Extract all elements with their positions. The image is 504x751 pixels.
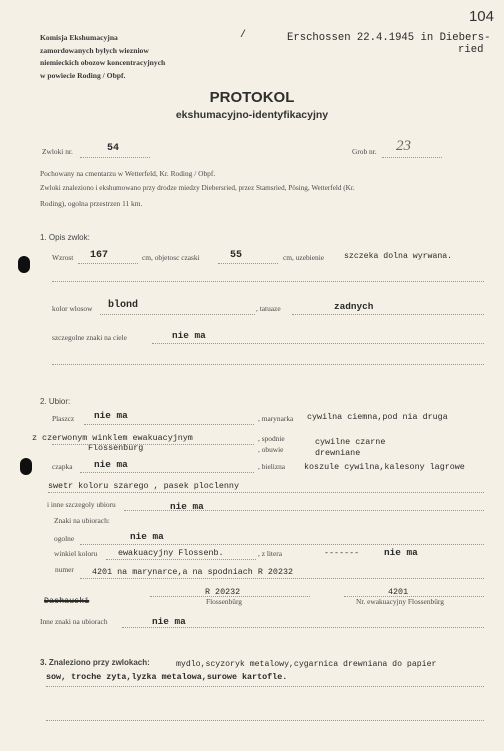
uzebienie-label: cm, uzebienie — [283, 253, 325, 262]
burial-line1: Pochowany na cmentarzu w Wetterfeld, Kr. Roding / Obpf. — [40, 169, 216, 178]
committee-line: zamordowanych bylych wiezniow — [40, 45, 149, 55]
committee-line: Komisja Ekshumacyjna — [40, 33, 118, 42]
grob-line — [382, 157, 442, 158]
page-number: 104 — [468, 8, 494, 25]
plaszcz-line — [84, 424, 254, 425]
committee-block — [40, 32, 165, 82]
ogolne-value: nie ma — [130, 531, 164, 542]
evac-number-caption: Nr. ewakuacyjny Flossenbürg — [356, 597, 444, 606]
czapka-line — [80, 472, 254, 473]
znaki-extra-line — [52, 364, 484, 365]
committee-line: w powiecie Roding / Obpf. — [40, 70, 126, 80]
bielizna-value: koszule cywilna,kalesony lagrowe — [304, 462, 465, 472]
wzrost-row-extra-line — [52, 281, 484, 282]
burial-line3: Roding), ogolna przestrzen 11 km. — [40, 199, 143, 208]
slash-mark: / — [240, 30, 247, 41]
spodnie-label: , spodnie — [258, 434, 285, 443]
obuwie-value: drewniane — [315, 448, 361, 458]
sweter-line — [48, 492, 484, 493]
typed-header-line2: ried — [458, 44, 484, 56]
kolor-wlosow-label: kolor wlosow — [52, 304, 93, 313]
grob-label: Grob nr. — [352, 147, 377, 156]
r-number-line — [150, 596, 310, 597]
czapka-value: nie ma — [94, 459, 128, 470]
winkel-note-line2: Flossenbürg — [88, 443, 144, 453]
numer-line — [80, 578, 484, 579]
zwloki-label: Zwloki nr. — [42, 147, 73, 156]
uzebienie-value: szczeka dolna wyrwana. — [344, 252, 453, 261]
inne-znaki-label: Inne znaki na ubiorach — [40, 617, 108, 626]
plaszcz-value: nie ma — [94, 410, 128, 421]
zwloki-line — [80, 157, 150, 158]
wzrost-value: 167 — [90, 250, 109, 261]
page-title: PROTOKOL — [209, 89, 295, 106]
inne-szczegoly-label: i inne szczegoly ubioru — [47, 500, 116, 509]
litera-dashes: ------- — [324, 548, 360, 558]
r-number-value: R 20232 — [205, 587, 241, 597]
sweter-value: swetr koloru szarego , pasek ploclenny — [48, 481, 239, 491]
section1-heading: 1. Opis zwlok: — [40, 233, 90, 242]
section2-heading: 2. Ubior: — [40, 397, 71, 406]
punch-hole-bottom — [20, 458, 32, 475]
kolor-wlosow-value: blond — [108, 300, 139, 311]
dachau-struck: Dachauski — [44, 596, 90, 606]
winkiel-label: winkiel koloru — [54, 549, 98, 558]
inne-szczegoly-value: nie ma — [170, 501, 204, 512]
punch-hole-top — [18, 256, 30, 273]
section3-line2: sow, troche zyta,lyzka metalowa,surowe kartofle. — [46, 672, 288, 682]
ogolne-label: ogolne — [54, 534, 75, 543]
tatuaze-line — [292, 314, 484, 315]
obuwie-label: , obuwie — [258, 445, 284, 454]
section3-line — [46, 686, 484, 687]
inne-znaki-value: nie ma — [152, 616, 186, 627]
bielizna-label: , bielizna — [258, 462, 286, 471]
plaszcz-label: Plaszcz — [52, 414, 75, 423]
marynarka-label: , marynarka — [258, 414, 294, 423]
ogolne-line — [80, 544, 484, 545]
evac-number-line — [344, 596, 484, 597]
znaki-line — [152, 343, 484, 344]
czaska-value: 55 — [230, 250, 243, 261]
litera-value: nie ma — [384, 547, 418, 558]
litera-label: , z litera — [258, 549, 283, 558]
znaki-ubiorach-heading: Znaki na ubiorach: — [54, 516, 110, 525]
committee-line: niemieckich obozow koncentracyjnych — [40, 58, 166, 67]
marynarka-value: cywilna ciemna,pod nia druga — [307, 412, 448, 422]
znaki-label: szczegolne znaki na ciele — [52, 333, 127, 342]
winkel-note-line1: z czerwonym winklem ewakuacyjnym — [32, 433, 193, 443]
wzrost-line — [78, 263, 138, 264]
tatuaze-label: , tatuaze — [256, 304, 281, 313]
section3-line1: mydlo,scyzoryk metalowy,cygarnica drewniana do papier — [176, 660, 437, 669]
znaki-value: nie ma — [172, 330, 206, 341]
r-number-caption: Flossenbürg — [206, 597, 243, 606]
typed-header-line1: Erschossen 22.4.1945 in Diebers- — [287, 32, 491, 44]
czapka-label: czapka — [52, 462, 73, 471]
czaska-line — [218, 263, 278, 264]
section3-extra-line — [46, 720, 484, 721]
kolor-wlosow-line — [100, 314, 255, 315]
wzrost-label: Wzrost — [52, 253, 74, 262]
burial-line2: Zwloki znaleziono i ekshumowano przy drodze miedzy Diebersried, przez Stamsried, Pösing, Wetterfeld (Kr. — [40, 184, 355, 192]
winkiel-value: ewakuacyjny Flossenb. — [118, 548, 224, 558]
numer-label: numer — [55, 565, 74, 574]
zwloki-value: 54 — [107, 143, 120, 154]
spodnie-value: cywilne czarne — [315, 437, 386, 447]
tatuaze-value: zadnych — [334, 301, 374, 312]
page-subtitle: ekshumacyjno-identyfikacyjny — [175, 109, 329, 121]
section3-heading: 3. Znaleziono przy zwlokach: — [40, 658, 150, 667]
spodnie-left-line — [52, 444, 254, 445]
evac-number-value: 4201 — [388, 587, 409, 597]
winkiel-line — [106, 559, 256, 560]
grob-value: 23 — [396, 138, 411, 154]
wzrost-unit: cm, objetosc czaski — [142, 253, 200, 262]
numer-value: 4201 na marynarce,a na spodniach R 20232 — [92, 567, 294, 577]
inne-znaki-line — [122, 627, 484, 628]
